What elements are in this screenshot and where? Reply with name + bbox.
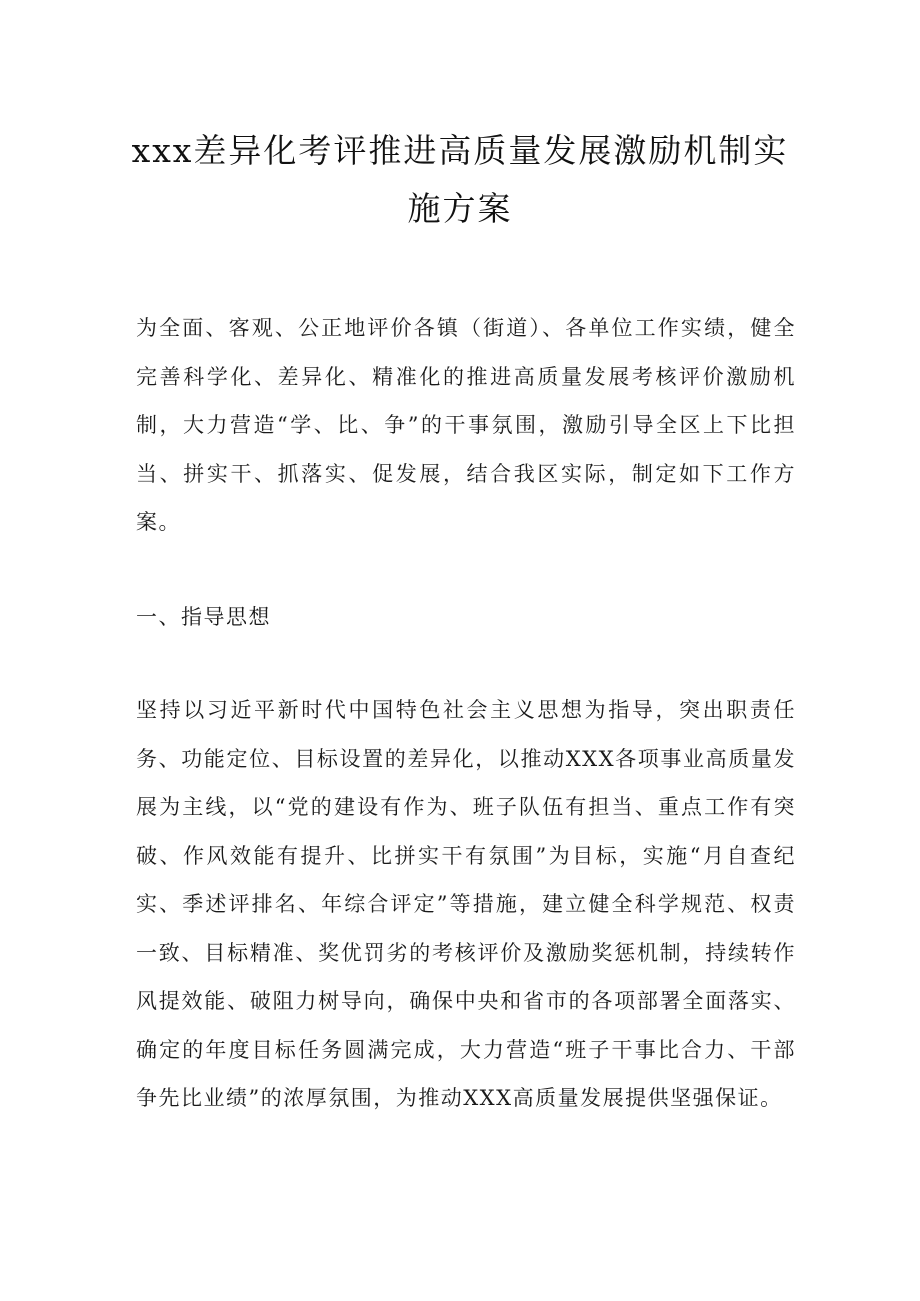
intro-paragraph: 为全面、客观、公正地评价各镇（街道）、各单位工作实绩，健全完善科学化、差异化、精准化的推进高质量发展考核评价激励机制，大力营造“学、比、争”的干事氛围，激励引导全区上下比担当、拼实干、抓落实、促发展，结合我区实际，制定如下工作方案。 — [136, 316, 796, 534]
section-body-guiding-ideology: 坚持以习近平新时代中国特色社会主义思想为指导，突出职责任务、功能定位、目标设置的差异化，以推动XXX各项事业高质量发展为主线，以“党的建设有作为、班子队伍有担当、重点工作有突破、作风效能有提升、比拼实干有氛围”为目标，实施“月自查纪实、季述评排名、年综合评定”等措施，建立健全科学规范、权责一致、目标精准、奖优罚劣的考核评价及激励奖惩机制，持续转作风提效能、破阻力树导向，确保中央和省市的各项部署全面落实、确定的年度目标任务圆满完成，大力营造“班子干事比合力、干部争先比业绩”的浓厚氛围，为推动XXX高质量发展提供坚强保证。 — [136, 698, 796, 1110]
section-heading-guiding-ideology: 一、指导思想 — [136, 605, 271, 629]
document-title: xxx差异化考评推进高质量发展激励机制实施方案 — [131, 131, 789, 228]
